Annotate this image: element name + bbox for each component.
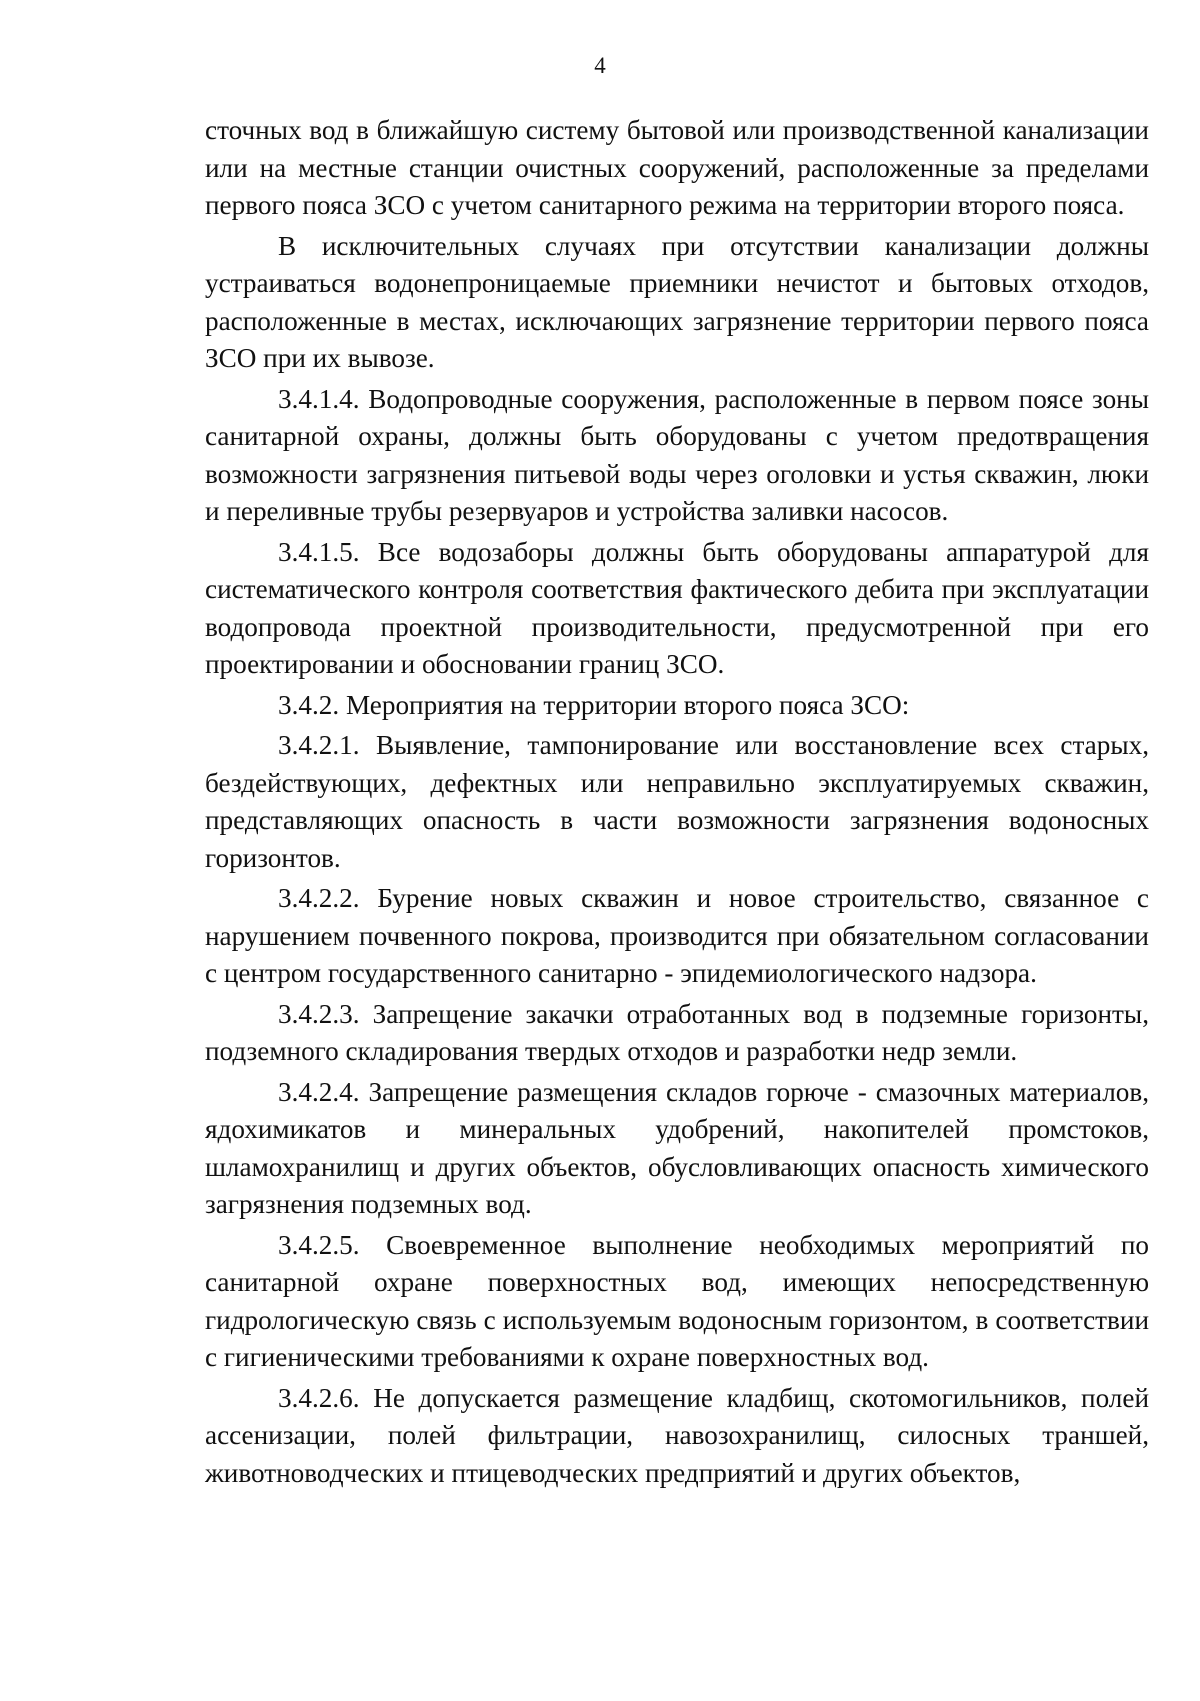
paragraph-continuation: сточных вод в ближайшую систему бытовой или производственной канализации или на местные станции очистных сооружений, расположенные за пределами первого пояса ЗСО с учетом санитарного режима на территории второго пояса.: [205, 115, 1149, 220]
paragraph-3-4-1-4: 3.4.1.4. Водопроводные сооружения, расположенные в первом поясе зоны санитарной охраны, должны быть оборудованы с учетом предотвращения возможности загрязнения питьевой воды через оголовки и устья скважин, люки и переливные трубы резервуаров и устройства заливки насосов.: [205, 383, 1149, 526]
paragraph-3-4-2-2: 3.4.2.2. Бурение новых скважин и новое строительство, связанное с нарушением почвенного покрова, производится при обязательном согласовании с центром государственного санитарно - эпидемиологического надзора.: [205, 883, 1149, 988]
paragraph-3-4-2-5: 3.4.2.5. Своевременное выполнение необходимых мероприятий по санитарной охране поверхностных вод, имеющих непосредственную гидрологическую связь с используемым водоносным горизонтом, в соответствии с гигиеническими требованиями к охране поверхностных вод.: [205, 1229, 1149, 1372]
paragraph-3-4-2: 3.4.2. Мероприятия на территории второго пояса ЗСО:: [278, 689, 910, 720]
page-number: 4: [594, 53, 606, 78]
paragraph-3-4-2-4: 3.4.2.4. Запрещение размещения складов горюче - смазочных материалов, ядохимикатов и минеральных удобрений, накопителей промстоков, шламохранилищ и других объектов, обусловливающих опасность химического загрязнения подземных вод.: [205, 1076, 1149, 1219]
paragraph-3-4-2-3: 3.4.2.3. Запрещение закачки отработанных вод в подземные горизонты, подземного складирования твердых отходов и разработки недр земли.: [205, 998, 1149, 1066]
paragraph-exceptional-cases: В исключительных случаях при отсутствии канализации должны устраиваться водонепроницаемые приемники нечистот и бытовых отходов, расположенные в местах, исключающих загрязнение территории первого пояса ЗСО при их вывозе.: [205, 230, 1149, 373]
paragraph-3-4-1-5: 3.4.1.5. Все водозаборы должны быть оборудованы аппаратурой для систематического контроля соответствия фактического дебита при эксплуатации водопровода проектной производительности, предусмотренной при его проектировании и обосновании границ ЗСО.: [205, 536, 1149, 679]
paragraph-3-4-2-6: 3.4.2.6. Не допускается размещение кладбищ, скотомогильников, полей ассенизации, полей фильтрации, навозохранилищ, силосных траншей, животноводческих и птицеводческих предприятий и других объектов,: [205, 1382, 1149, 1488]
paragraph-3-4-2-1: 3.4.2.1. Выявление, тампонирование или восстановление всех старых, бездействующих, дефектных или неправильно эксплуатируемых скважин, представляющих опасность в части возможности загрязнения водоносных горизонтов.: [205, 730, 1149, 873]
document-body: [205, 112, 1149, 1495]
